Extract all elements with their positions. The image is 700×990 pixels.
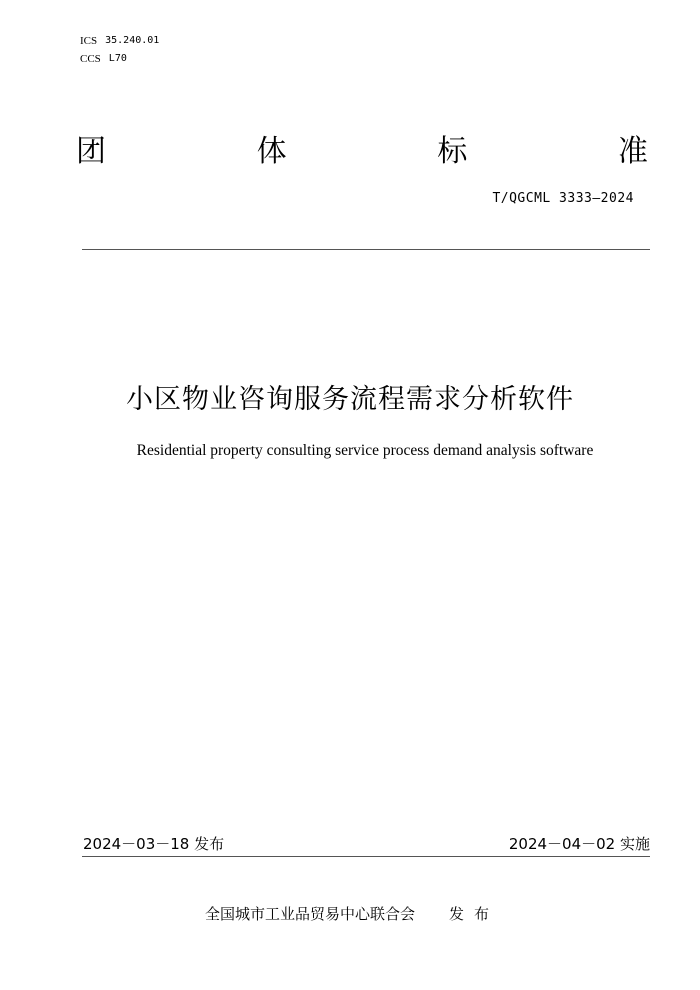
standard-kind-char-3: 标 [437, 134, 468, 169]
standard-kind-char-4: 准 [617, 134, 648, 169]
ccs-value: L70 [108, 53, 127, 64]
bottom-divider [82, 856, 650, 857]
top-divider [82, 249, 650, 250]
standard-code: T/QGCML 3333—2024 [492, 191, 634, 206]
ics-line [80, 34, 159, 48]
document-title-zh: 小区物业咨询服务流程需求分析软件 [126, 384, 574, 415]
publisher-action: 发布 [449, 905, 500, 923]
publisher-org: 全国城市工业品贸易中心联合会 [205, 905, 416, 923]
standard-kind-char-2: 体 [256, 134, 287, 169]
ics-label: ICS [80, 35, 98, 47]
ccs-line [80, 52, 127, 66]
ccs-label: CCS [80, 53, 101, 65]
publisher-line [205, 903, 499, 925]
issue-date: 2024－03－18 发布 [83, 835, 225, 853]
standard-kind-heading [76, 132, 648, 172]
ics-value: 35.240.01 [105, 35, 160, 46]
standard-kind-char-1: 团 [76, 134, 106, 169]
document-title-en: Residential property consulting service process demand analysis software [136, 442, 594, 459]
implementation-date: 2024－04－02 实施 [508, 835, 650, 853]
